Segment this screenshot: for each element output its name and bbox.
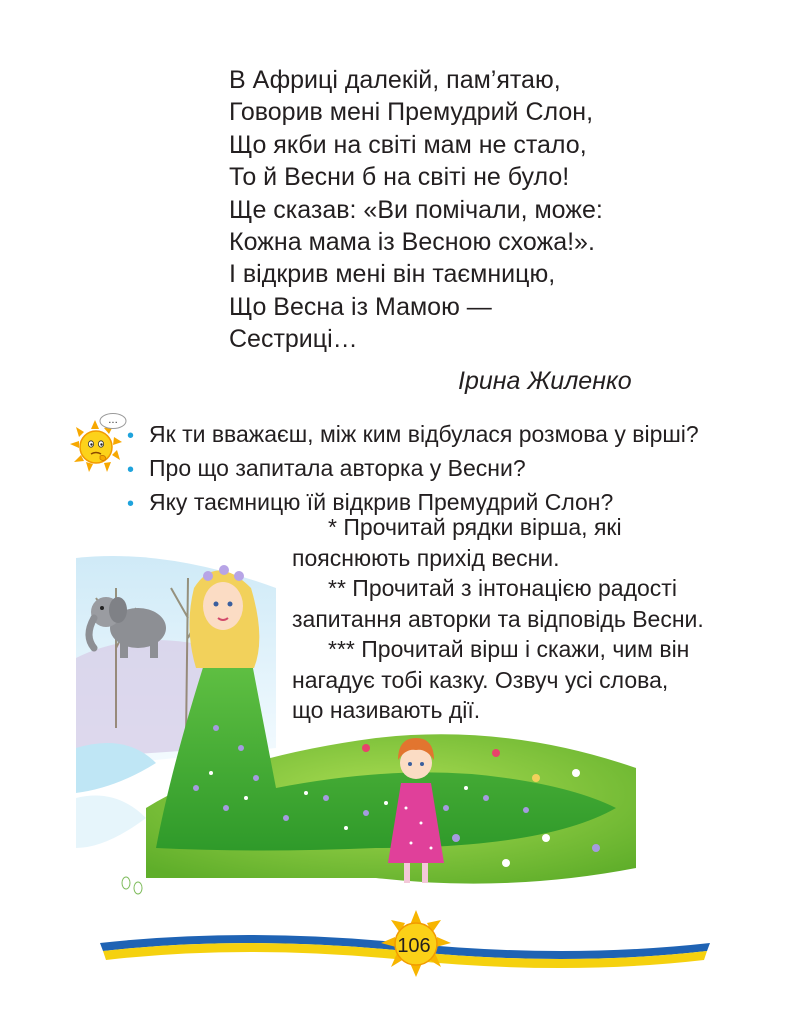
page-number: 106 [397,935,431,957]
thinking-sun-icon [68,412,130,476]
poem-line: В Африці далекій, пам’ятаю, [229,66,561,94]
poem-line: Сестриці… [229,325,358,354]
poem-line: Ще сказав: «Ви помічали, може: [229,195,603,224]
task-line: * Прочитай рядки вірша, які [328,514,622,540]
task-line: пояснюють прихід весни. [292,544,560,571]
list-item [127,452,767,486]
list-item [127,418,767,452]
bullet: • [127,425,135,447]
question-text: Яку таємницю їй відкрив Премудрий Слон? [149,489,614,515]
poem-line: Що Весна із Мамою — [229,292,492,321]
bullet: • [127,459,135,481]
questions-list [127,418,767,520]
task-line: ** Прочитай з інтонацією радості [328,575,677,601]
task-line: нагадує тобі казку. Озвуч усі слова, [292,666,669,693]
poem-line: Що якби на світі мам не стало, [229,130,587,159]
poem-line: Говорив мені Премудрий Слон, [229,98,594,127]
poem-line: Кожна мама із Весною схожа!». [229,228,595,257]
task-line: запитання авторки та відповідь Весни. [292,605,704,632]
bullet: • [127,493,135,515]
tasks-block [292,512,762,726]
poem-line: І відкрив мені він таємницю, [229,260,556,289]
speech-dots: ... [108,415,118,426]
poem-author: Ірина Жиленко [458,367,632,395]
question-text: Про що запитала авторка у Весни? [149,455,526,481]
task-line: *** Прочитай вірш і скажи, чим він [328,636,690,662]
poem-line: То й Весни б на світі не було! [229,163,570,192]
task-line: що називають дії. [292,697,481,723]
poem [229,64,709,356]
question-text: Як ти вважаєш, між ким відбулася розмова у вірші? [149,421,699,447]
